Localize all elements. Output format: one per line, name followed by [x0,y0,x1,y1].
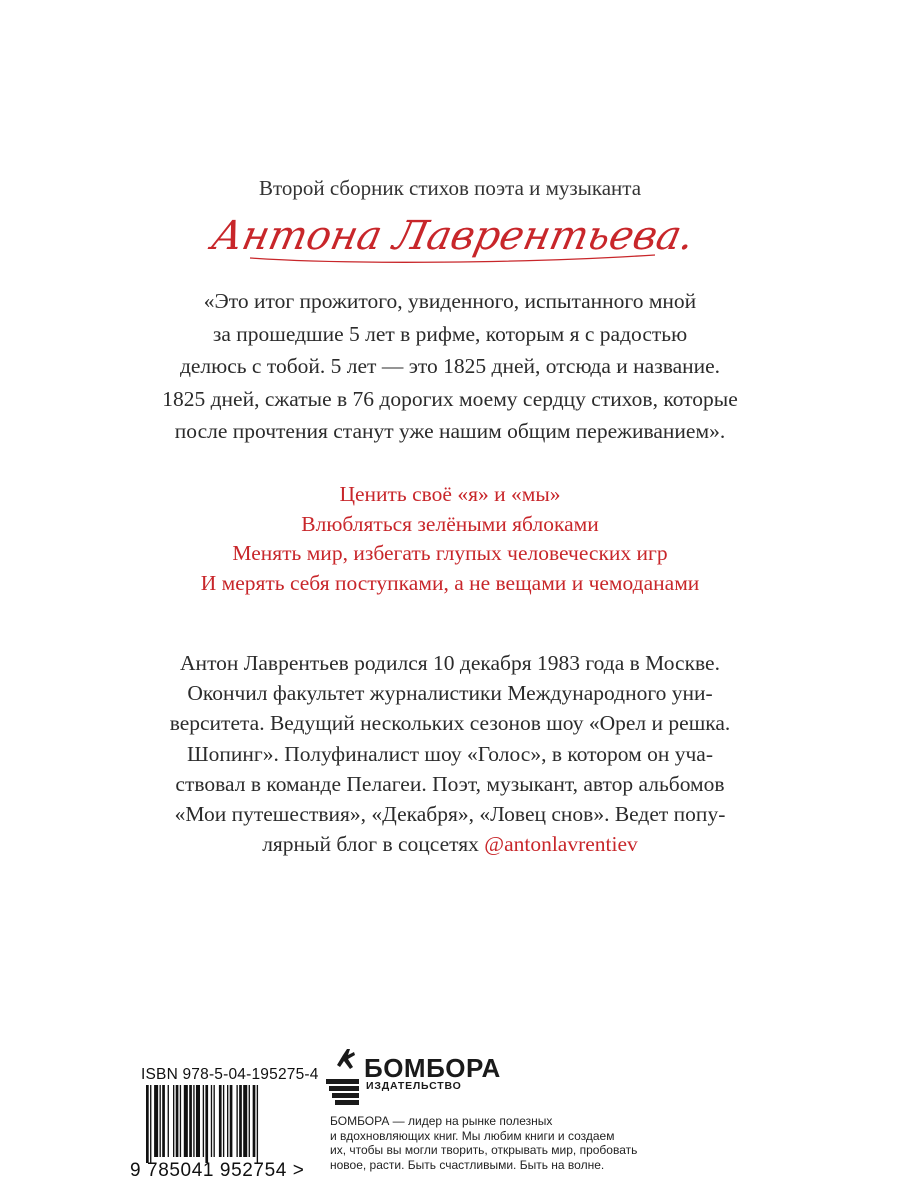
barcode-bar [168,1085,169,1157]
barcode-bar [173,1085,174,1157]
barcode-bar [227,1085,228,1157]
barcode-bar [223,1085,224,1157]
barcode-bar [176,1085,179,1157]
barcode-bar [146,1085,149,1163]
bio-line: Шопинг». Полуфиналист шоу «Голос», в котором он уча- [186,741,714,766]
bio-line: Окончил факультет журналистики Международного уни- [187,681,713,706]
poem-line: И мерять себя поступками, а не вещами и чемоданами [200,570,700,595]
barcode-bar [205,1085,208,1163]
barcode-bar [239,1085,242,1157]
bio-last-text: лярный блог в соцсетях [262,832,485,857]
quote-line: делюсь с тобой. 5 лет — это 1825 дней, отсюда и название. [179,354,721,378]
author-signature [0,203,900,278]
author-bio [0,648,900,859]
barcode-bar [150,1085,151,1163]
barcode-bar [160,1085,161,1157]
poem-line: Влюбляться зелёными яблоками [301,511,599,536]
barcode [146,1085,312,1163]
barcode-bar [236,1085,237,1157]
author-quote [0,285,900,448]
barcode-bar [180,1085,181,1157]
svg-text:Антона Лаврентьева.: Антона Лаврентьева. [207,211,699,259]
jumping-figure-logo-icon [326,1047,362,1109]
publisher-description-line: новое, расти. Быть счастливыми. Быть на волне. [330,1157,605,1172]
quote-line: «Это итог прожитого, увиденного, испытанного мной [203,289,697,313]
bio-line: верситета. Ведущий нескольких сезонов шоу «Орел и решка. [169,711,731,736]
bio-line-last [0,829,900,859]
poem-line: Менять мир, избегать глупых человеческих игр [232,541,668,565]
social-handle-link[interactable]: @antonlavrentiev [484,832,638,857]
bio-line: Антон Лаврентьев родился 10 декабря 1983 года в Москве. [180,651,720,675]
barcode-bar [219,1085,222,1157]
publisher-subtitle: ИЗДАТЕЛЬСТВО [366,1080,462,1092]
barcode-bar [189,1085,192,1157]
publisher-description [330,1114,637,1172]
barcode-bar [230,1085,233,1157]
quote-line: за прошедшие 5 лет в рифме, которым я с радостью [212,321,688,346]
publisher-description-line: их, чтобы вы могли творить, открывать мир, пробовать [330,1143,638,1157]
barcode-bar [243,1085,247,1157]
barcode-bar [184,1085,188,1157]
barcode-bar [211,1085,212,1157]
quote-line: после прочтения станут уже нашим общим переживанием». [174,419,726,443]
barcode-bar [203,1085,204,1157]
barcode-bar [193,1085,194,1157]
bio-line: «Мои путешествия», «Декабря», «Ловец снов». Ведет попу- [174,802,726,827]
quote-line: 1825 дней, сжатые в 76 дорогих моему сердцу стихов, которые [162,386,738,411]
intro-line: Второй сборник стихов поэта и музыканта [258,176,642,200]
barcode-bar [162,1085,165,1157]
publisher-description-line: БОМБОРА — лидер на рынке полезных [330,1114,553,1128]
poem-excerpt [0,480,900,598]
isbn-label: ISBN 978-5-04-195275-4 [141,1066,319,1083]
barcode-bar [214,1085,215,1157]
barcode-bar [249,1085,250,1157]
bio-line: ствовал в команде Пелагеи. Поэт, музыкант, автор альбомов [175,771,725,796]
barcode-bar [257,1085,258,1163]
barcode-bar [196,1085,200,1157]
publisher-description-line: и вдохновляющих книг. Мы любим книги и создаем [330,1128,615,1143]
barcode-digits: 9 785041 952754 > [130,1160,305,1181]
publisher-name: БОМБОРА [364,1053,501,1083]
barcode-bar [154,1085,158,1157]
barcode-bar [253,1085,256,1157]
poem-line: Ценить своё «я» и «мы» [339,482,561,506]
signature-handwriting [207,203,699,273]
